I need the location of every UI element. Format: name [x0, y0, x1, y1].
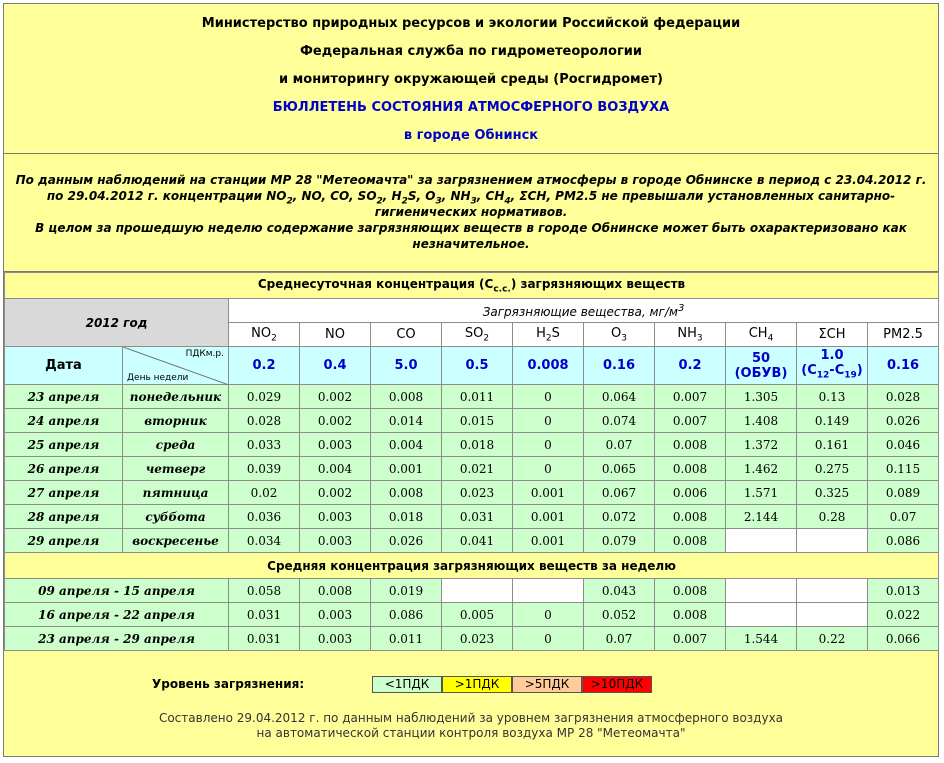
row-value: 0.001 — [513, 481, 584, 505]
pollutants-header: Загрязняющие вещества, $мг/м^3$ — [229, 299, 939, 323]
table-title: Среднесуточная концентрация $(C_{с.с.})$ загрязняющих веществ — [5, 273, 939, 299]
row-value: 0.007 — [655, 409, 726, 433]
col-h2s: $H_2S$ — [513, 323, 584, 347]
row-value: 0.008 — [300, 579, 371, 603]
row-value: 0.149 — [797, 409, 868, 433]
legend-label: Уровень загрязнения: — [152, 677, 305, 691]
row-value: 0.008 — [371, 385, 442, 409]
row-value: 0.008 — [655, 579, 726, 603]
daily-row — [5, 481, 939, 505]
daily-row — [5, 505, 939, 529]
row-value: 0.13 — [797, 385, 868, 409]
row-value: 0.026 — [371, 529, 442, 553]
row-value: 1.372 — [726, 433, 797, 457]
pollution-legend — [4, 674, 938, 694]
weekly-title: Средняя концентрация загрязняющих веществ за неделю — [5, 553, 939, 579]
date-label: Дата — [5, 347, 123, 385]
concentration-table — [4, 272, 939, 651]
service-subtitle: и мониторингу окружающей среды (Росгидромет) — [279, 72, 663, 87]
row-value: 0.325 — [797, 481, 868, 505]
row-value: 0.02 — [229, 481, 300, 505]
row-value: 0.007 — [655, 627, 726, 651]
norm-h2s: 0.008 — [513, 347, 584, 385]
col-sum-ch: ΣCH — [797, 323, 868, 347]
row-value: 0.013 — [868, 579, 939, 603]
row-value: 0.008 — [655, 603, 726, 627]
row-value: 0.031 — [229, 627, 300, 651]
row-value: 0 — [513, 433, 584, 457]
col-o3: $O_3$ — [584, 323, 655, 347]
row-date: 09 апреля - 15 апреля — [5, 579, 229, 603]
row-value: 0.086 — [868, 529, 939, 553]
row-value: 0.22 — [797, 627, 868, 651]
row-weekday: воскресенье — [123, 529, 229, 553]
row-value: 0.033 — [229, 433, 300, 457]
row-value: 0 — [513, 603, 584, 627]
row-value: 0.046 — [868, 433, 939, 457]
row-value: 0.014 — [371, 409, 442, 433]
row-value: 0.002 — [300, 481, 371, 505]
col-ch4: $CH_4$ — [726, 323, 797, 347]
row-value: 0.004 — [300, 457, 371, 481]
row-value: 0.008 — [371, 481, 442, 505]
norm-pm25: 0.16 — [868, 347, 939, 385]
row-value: 0.007 — [655, 385, 726, 409]
row-value: 0.079 — [584, 529, 655, 553]
row-value — [797, 603, 868, 627]
row-weekday: понедельник — [123, 385, 229, 409]
row-date: 29 апреля — [5, 529, 123, 553]
row-date: 23 апреля - 29 апреля — [5, 627, 229, 651]
weekly-row — [5, 603, 939, 627]
row-weekday: среда — [123, 433, 229, 457]
row-value: 0.034 — [229, 529, 300, 553]
row-value: 1.571 — [726, 481, 797, 505]
row-value: 0.072 — [584, 505, 655, 529]
daily-row — [5, 385, 939, 409]
footer-line-1: Составлено 29.04.2012 г. по данным наблюдений за уровнем загрязнения атмосферного воздуха — [158, 711, 784, 725]
row-value: 0.086 — [371, 603, 442, 627]
row-value: 0.023 — [442, 481, 513, 505]
row-value — [726, 529, 797, 553]
row-value — [797, 529, 868, 553]
row-value: 0.008 — [655, 529, 726, 553]
pdk-label: ПДКм.р. — [185, 349, 224, 359]
bulletin-title: БЮЛЛЕТЕНЬ СОСТОЯНИЯ АТМОСФЕРНОГО ВОЗДУХА — [272, 100, 670, 115]
row-value: 0.006 — [655, 481, 726, 505]
row-value: 0.008 — [655, 433, 726, 457]
legend-above-1pdk: >1ПДК — [442, 676, 512, 693]
row-weekday: вторник — [123, 409, 229, 433]
legend-above-10pdk: >10ПДК — [582, 676, 652, 693]
row-value: 0.008 — [655, 457, 726, 481]
row-weekday: пятница — [123, 481, 229, 505]
row-value: 0.005 — [442, 603, 513, 627]
bulletin-header — [4, 4, 938, 154]
row-value: 0.07 — [868, 505, 939, 529]
row-value: 0.039 — [229, 457, 300, 481]
norm-nh3: 0.2 — [655, 347, 726, 385]
row-value: 0 — [513, 409, 584, 433]
row-value: 0.07 — [584, 627, 655, 651]
weekday-label: День недели — [127, 373, 189, 383]
row-value — [513, 579, 584, 603]
norm-ch4: 50 (ОБУВ) — [726, 347, 797, 385]
city-title: в городе Обнинск — [403, 128, 539, 143]
row-value: 0.074 — [584, 409, 655, 433]
row-value: 0 — [513, 457, 584, 481]
col-pm25: PM2.5 — [868, 323, 939, 347]
row-value: 0.115 — [868, 457, 939, 481]
row-value: 0.002 — [300, 385, 371, 409]
row-value: 0.003 — [300, 627, 371, 651]
row-value: 0.036 — [229, 505, 300, 529]
row-value: 0.008 — [655, 505, 726, 529]
row-value: 0.028 — [229, 409, 300, 433]
service-title: Федеральная служба по гидрометеорологии — [300, 44, 642, 59]
row-value: 0.029 — [229, 385, 300, 409]
row-date: 24 апреля — [5, 409, 123, 433]
row-value: 0.058 — [229, 579, 300, 603]
legend-above-5pdk: >5ПДК — [512, 676, 582, 693]
row-value: 0.067 — [584, 481, 655, 505]
ministry-title: Министерство природных ресурсов и экологии Российской федерации — [201, 16, 741, 31]
row-value: 0.065 — [584, 457, 655, 481]
row-value: 0.011 — [371, 627, 442, 651]
row-date: 26 апреля — [5, 457, 123, 481]
col-so2: $SO_2$ — [442, 323, 513, 347]
row-value: 0.028 — [868, 385, 939, 409]
daily-row — [5, 409, 939, 433]
weekly-row — [5, 579, 939, 603]
row-value: 0.001 — [371, 457, 442, 481]
row-date: 16 апреля - 22 апреля — [5, 603, 229, 627]
norm-no2: 0.2 — [229, 347, 300, 385]
col-nh3: $NH_3$ — [655, 323, 726, 347]
row-value: 0.064 — [584, 385, 655, 409]
row-value: 0.041 — [442, 529, 513, 553]
row-value: 0.031 — [442, 505, 513, 529]
footer-text — [4, 711, 938, 741]
bulletin-frame — [3, 3, 939, 757]
row-value: 0.07 — [584, 433, 655, 457]
row-value: 0.28 — [797, 505, 868, 529]
row-value: 0.004 — [371, 433, 442, 457]
row-value: 1.462 — [726, 457, 797, 481]
row-value: 0.011 — [442, 385, 513, 409]
row-date: 25 апреля — [5, 433, 123, 457]
row-value: 0 — [513, 385, 584, 409]
norm-co: 5.0 — [371, 347, 442, 385]
norm-o3: 0.16 — [584, 347, 655, 385]
row-value: 2.144 — [726, 505, 797, 529]
row-value: 0.003 — [300, 529, 371, 553]
row-value: 0.001 — [513, 529, 584, 553]
weekly-row — [5, 627, 939, 651]
row-value: 1.408 — [726, 409, 797, 433]
row-value: 0.275 — [797, 457, 868, 481]
summary-p1-start: По данным наблюдений на станции МР 28 "Метеомачта" за загрязнением атмосферы в городе Обнинске в период с 23.04.2012 г. по 29.04.2012 г. концентрации NO — [15, 173, 927, 203]
row-value: 0 — [513, 627, 584, 651]
row-value: 0.031 — [229, 603, 300, 627]
row-value: 0.018 — [442, 433, 513, 457]
col-no2: $NO_2$ — [229, 323, 300, 347]
row-weekday: четверг — [123, 457, 229, 481]
norm-so2: 0.5 — [442, 347, 513, 385]
row-date: 27 апреля — [5, 481, 123, 505]
row-value: 0.066 — [868, 627, 939, 651]
summary-text: По данным наблюдений на станции МР 28 "Метеомачта" за загрязнением атмосферы в городе Обнинске в период с 23.04.2012 г. по 29.04.2012 г. концентрации $NO_2$, NO, CO, $SO_2$, $H_2S$, $O_3$, $NH_3$, $CH_4$, ΣCH, PM2.5 не превышали установленных санитарно-гигиенических нормативов. В целом за прошедшую неделю содержание загрязняющих веществ в городе Обнинске может быть охарактеризовано как незначительное. — [4, 154, 938, 272]
row-value: 0.043 — [584, 579, 655, 603]
row-value — [726, 579, 797, 603]
row-value: 0.003 — [300, 433, 371, 457]
row-value: 0.022 — [868, 603, 939, 627]
row-date: 28 апреля — [5, 505, 123, 529]
row-value: 0.089 — [868, 481, 939, 505]
norm-sum-ch: 1.0 $(C_{12}-C_{19})$ — [797, 347, 868, 385]
legend-below-1pdk: <1ПДК — [372, 676, 442, 693]
footer-line-2: на автоматической станции контроля воздуха МР 28 "Метеомачта" — [256, 726, 686, 740]
norm-no: 0.4 — [300, 347, 371, 385]
row-value: 0.003 — [300, 505, 371, 529]
row-weekday: суббота — [123, 505, 229, 529]
row-value: 0.018 — [371, 505, 442, 529]
norms-row — [5, 347, 939, 385]
summary-p1-end: не превышали установленных санитарно-гигиенических нормативов. — [374, 189, 896, 219]
daily-row — [5, 529, 939, 553]
row-value: 0.023 — [442, 627, 513, 651]
summary-p2: В целом за прошедшую неделю содержание загрязняющих веществ в городе Обнинске может быть охарактеризовано как незначительное. — [35, 221, 907, 251]
row-value — [442, 579, 513, 603]
row-date: 23 апреля — [5, 385, 123, 409]
daily-row — [5, 433, 939, 457]
row-value: 1.305 — [726, 385, 797, 409]
row-value: 0.019 — [371, 579, 442, 603]
row-value: 1.544 — [726, 627, 797, 651]
pdk-weekday-cell — [123, 347, 229, 385]
daily-row — [5, 457, 939, 481]
col-no: NO — [300, 323, 371, 347]
row-value — [726, 603, 797, 627]
row-value: 0.002 — [300, 409, 371, 433]
row-value: 0.026 — [868, 409, 939, 433]
col-co: CO — [371, 323, 442, 347]
row-value — [797, 579, 868, 603]
row-value: 0.015 — [442, 409, 513, 433]
row-value: 0.161 — [797, 433, 868, 457]
row-value: 0.001 — [513, 505, 584, 529]
row-value: 0.052 — [584, 603, 655, 627]
row-value: 0.021 — [442, 457, 513, 481]
year-header: 2012 год — [5, 299, 229, 347]
row-value: 0.003 — [300, 603, 371, 627]
